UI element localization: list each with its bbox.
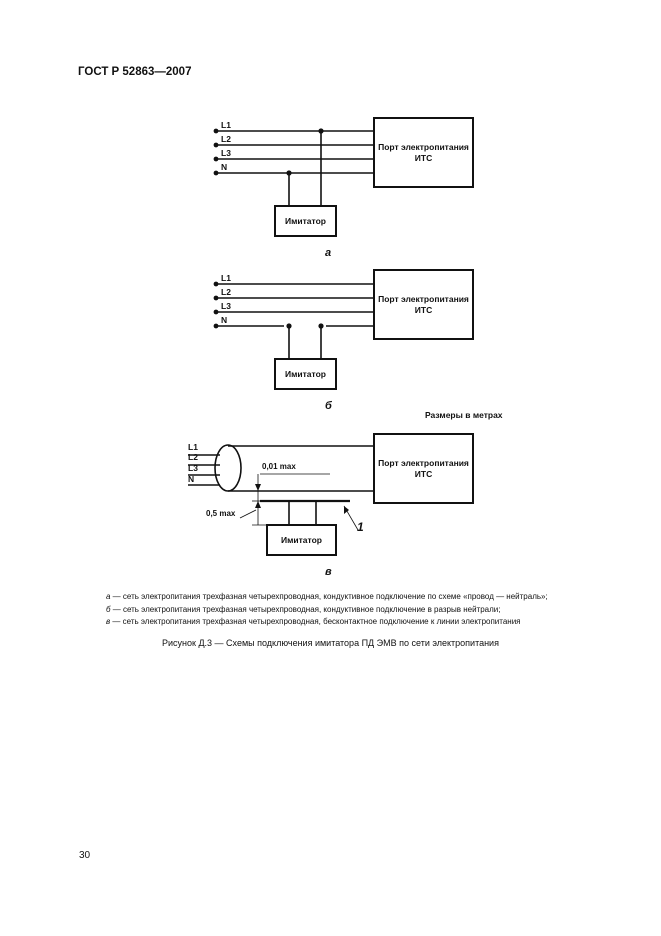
diagram-c-port-box: Порт электропитания ИТС (373, 433, 474, 504)
diagram-c-label-l1: L1 (188, 442, 198, 452)
diagram-c-label-n: N (188, 474, 195, 484)
figure-notes (106, 591, 548, 629)
dimension-large: 0,5 max (206, 509, 236, 518)
units-note: Размеры в метрах (425, 410, 503, 420)
diagram-b-label-l2: L2 (221, 287, 231, 297)
diagram-a-label-l2: L2 (221, 134, 231, 144)
diagram-b-sub-label: б (325, 400, 332, 412)
document-header: ГОСТ Р 52863—2007 (78, 66, 192, 78)
diagram-a-port-box: Порт электропитания ИТС (373, 117, 474, 188)
page-number: 30 (79, 850, 91, 861)
diagram-a-label-l3: L3 (221, 148, 231, 158)
diagram-c-sub-label: в (325, 566, 332, 578)
diagram-c-label-l2: L2 (188, 452, 198, 462)
note-b: б — сеть электропитания трехфазная четырехпроводная, кондуктивное подключение в разрыв нейтрали; (106, 604, 501, 614)
diagram-a-label-l1: L1 (221, 120, 231, 130)
diagram-a-sub-label: а (325, 247, 332, 259)
diagram-b-port-box: Порт электропитания ИТС (373, 269, 474, 340)
note-c: в — сеть электропитания трехфазная четырехпроводная, бесконтактное подключение к линии электропитания (106, 617, 521, 627)
diagram-b-label-n: N (221, 315, 228, 325)
note-a: а — сеть электропитания трехфазная четырехпроводная, кондуктивное подключение по схеме «провод — нейтраль»; (106, 592, 548, 601)
figure-caption: Рисунок Д.3 — Схемы подключения имитатора ПД ЭМВ по сети электропитания (162, 638, 499, 648)
callout-number: 1 (357, 520, 364, 534)
dimension-small: 0,01 max (262, 462, 296, 471)
diagram-a-imitator-box: Имитатор (274, 205, 337, 237)
diagram-c-cable-end (215, 445, 241, 491)
diagram-c-label-l3: L3 (188, 463, 198, 473)
diagram-b-label-l1: L1 (221, 273, 231, 283)
diagram-a-label-n: N (221, 162, 228, 172)
diagram-c-imitator-box: Имитатор (266, 524, 337, 556)
diagram-b-imitator-box: Имитатор (274, 358, 337, 390)
diagram-b-label-l3: L3 (221, 301, 231, 311)
